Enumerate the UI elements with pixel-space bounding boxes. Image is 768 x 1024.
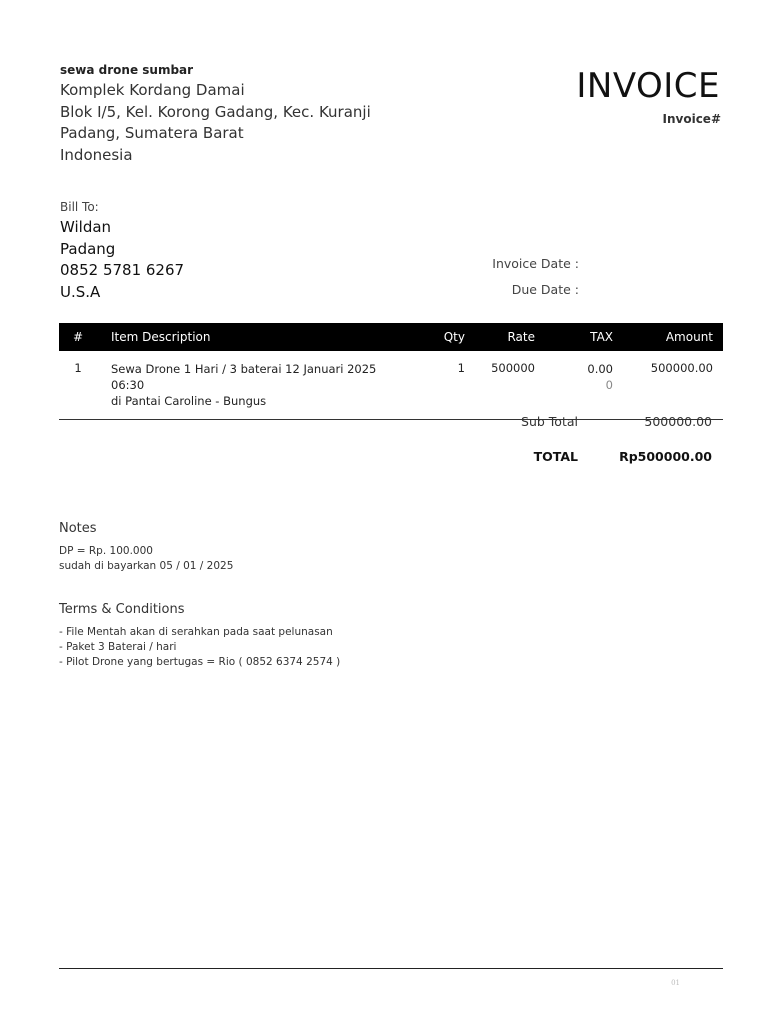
row-tax [539,361,623,409]
notes-line: DP = Rp. 100.000 [59,545,153,557]
invoice-number-label: Invoice# [662,112,721,126]
table-row [59,351,723,420]
row-amount: 500000.00 [650,361,713,375]
row-qty: 1 [457,361,465,375]
notes-line: sudah di bayarkan 05 / 01 / 2025 [59,560,234,572]
company-address-line: Padang, Sumatera Barat [60,124,244,142]
footer-divider [59,968,723,969]
company-address-line: Blok I/5, Kel. Korong Gadang, Kec. Kuranji [60,102,371,121]
row-tax-sub: 0 [605,378,613,392]
header-num: # [72,330,84,344]
notes-body [59,544,233,574]
total-value: Rp500000.00 [619,449,712,464]
terms-title: Terms & Conditions [59,602,185,617]
terms-body [59,625,340,670]
bill-to-address [60,217,184,303]
bill-to-line: Wildan [60,218,112,236]
page-number: 01 [671,979,680,987]
invoice-title: INVOICE [576,66,720,106]
row-num: 1 [74,361,82,375]
company-address [60,80,371,166]
company-address-line: Komplek Kordang Damai [60,81,245,99]
header-qty: Qty [443,330,465,344]
bill-to-line: 0852 5781 6267 [60,261,185,279]
bill-to-line: U.S.A [60,282,101,301]
sub-total-label: Sub Total [521,414,578,429]
company-address-line: Indonesia [60,145,133,164]
header-tax: TAX [590,330,613,344]
terms-line: - Paket 3 Baterai / hari [59,641,177,653]
total-label: TOTAL [533,449,578,464]
header-amount: Amount [665,330,713,344]
header-rate: Rate [507,330,535,344]
table-header [59,323,723,351]
bill-to-line: Padang [60,239,116,258]
company-name: sewa drone sumbar [60,63,194,77]
row-tax-value: 0.00 [587,362,613,376]
header-description: Item Description [111,330,211,344]
bill-to-label: Bill To: [60,200,99,214]
due-date-label: Due Date : [511,282,579,297]
row-description-line: Sewa Drone 1 Hari / 3 baterai 12 Januari 2025 06:30 [111,362,377,392]
notes-title: Notes [59,521,97,536]
terms-line: - Pilot Drone yang bertugas = Rio ( 0852 6374 2574 ) [59,656,341,668]
row-rate: 500000 [491,361,535,375]
terms-line: - File Mentah akan di serahkan pada saat pelunasan [59,626,333,638]
items-table [59,323,723,420]
row-description-line: di Pantai Caroline - Bungus [111,394,267,408]
row-description [97,361,397,409]
invoice-date-label: Invoice Date : [492,256,579,271]
sub-total-value: 500000.00 [644,414,712,429]
